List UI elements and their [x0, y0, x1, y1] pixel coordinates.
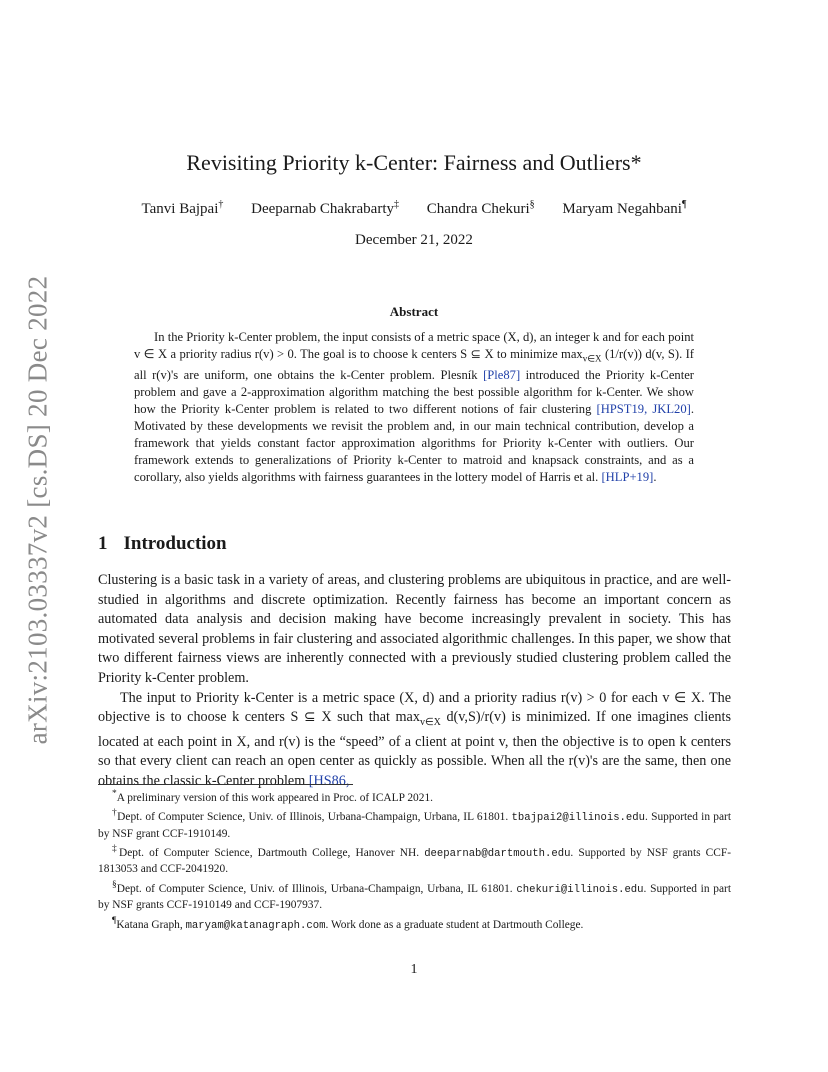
citation-link[interactable]: [Ple87]	[483, 368, 521, 383]
footnote: *A preliminary version of this work appeared in Proc. of ICALP 2021.	[112, 789, 433, 804]
footnote: ¶Katana Graph, maryam@katanagraph.com. Work done as a graduate student at Dartmouth College.	[112, 915, 584, 932]
arxiv-sidebar-stamp	[22, 275, 54, 745]
email: maryam@katanagraph.com	[185, 919, 326, 932]
paragraph: The input to Priority k-Center is a metric space (X, d) and a priority radius r(v) > 0 for each v ∈ X. The objective is to choose k centers S ⊆ X such that $\max_{v\in X} d(v,S)/r(v)$ is minimized. If one imagines clients located at each point in X, and r(v) is the “speed” of a client at point v, then the objective is to open k centers so that every client can reach an open center as quickly as possible. When all the r(v)'s are the same, then one obtains the classic k-Center problem [HS86,	[98, 689, 731, 789]
citation-link[interactable]: [HPST19, JKL20]	[596, 402, 691, 417]
citation-link[interactable]: [HLP+19]	[601, 469, 654, 484]
arxiv-identifier: arXiv:2103.03337v2 [cs.DS] 20 Dec 2022	[22, 275, 53, 745]
publication-date: December 21, 2022	[355, 232, 473, 248]
email: tbajpai2@illinois.edu	[511, 812, 645, 825]
footnote: §Dept. of Computer Science, Univ. of Illinois, Urbana-Champaign, Urbana, IL 61801. chekuri@illinois.edu. Supported in part by NSF grants CCF-1910149 and CCF-1907937.	[98, 879, 731, 912]
abstract-heading: Abstract	[389, 304, 439, 319]
paper-title: Revisiting Priority k-Center: Fairness and Outliers*	[186, 150, 642, 175]
email: deeparnab@dartmouth.edu	[424, 847, 571, 860]
author: Chandra Chekuri§	[426, 199, 535, 217]
footnote: ‡Dept. of Computer Science, Dartmouth College, Hanover NH. deeparnab@dartmouth.edu. Supported by NSF grants CCF-1813053 and CCF-2041920.	[98, 844, 732, 876]
author: Maryam Negahbani¶	[562, 199, 687, 217]
section-heading: 1 Introduction	[98, 533, 227, 554]
author: Deeparnab Chakrabarty‡	[251, 199, 399, 217]
citation-link[interactable]: [HS86,	[308, 772, 350, 789]
footnote-divider	[98, 784, 353, 785]
footnotes	[98, 787, 731, 934]
author-list	[0, 199, 828, 218]
page-number: 1	[410, 962, 418, 977]
paragraph: Clustering is a basic task in a variety of areas, and clustering problems are ubiquitous in practice, and are well-studied in algorithms and discrete optimization. Recently fairness has become an important concern as automated data analysis and decision making have become increasingly prevalent in society. This has motivated several problems in fair clustering and associated algorithmic challenges. In this paper, we show that two different fairness views are inherently connected with a previously studied clustering problem called the Priority k-Center problem.	[98, 572, 731, 686]
email: chekuri@illinois.edu	[516, 883, 644, 896]
author: Tanvi Bajpai†	[141, 199, 224, 217]
footnote: †Dept. of Computer Science, Univ. of Illinois, Urbana-Champaign, Urbana, IL 61801. tbajpai2@illinois.edu. Supported in part by NSF grant CCF-1910149.	[98, 808, 732, 840]
introduction-body	[98, 571, 731, 791]
abstract-text: In the Priority k-Center problem, the input consists of a metric space (X, d), an integer k and for each point v ∈ X a priority radius r(v) > 0. The goal is to choose k centers S ⊆ X to minimize $\max_{v\in X} (1/r(v))$ d(v, S). If all r(v)'s are uniform, one obtains the k-Center problem. Plesník [Ple87] introduced the Priority k-Center problem and gave a 2-approximation algorithm matching the best possible algorithm for k-Center. We show how the Priority k-Center problem is related to two different notions of fair clustering [HPST19, JKL20]. Motivated by these developments we revisit the problem and, in our main technical contribution, develop a framework that yields constant factor approximation algorithms for Priority k-Center with outliers. Our framework extends to generalizations of Priority k-Center to matroid and knapsack constraints, and as a corollary, also yields algorithms with fairness guarantees in the lottery model of Harris et al. [HLP+19].	[134, 330, 694, 484]
